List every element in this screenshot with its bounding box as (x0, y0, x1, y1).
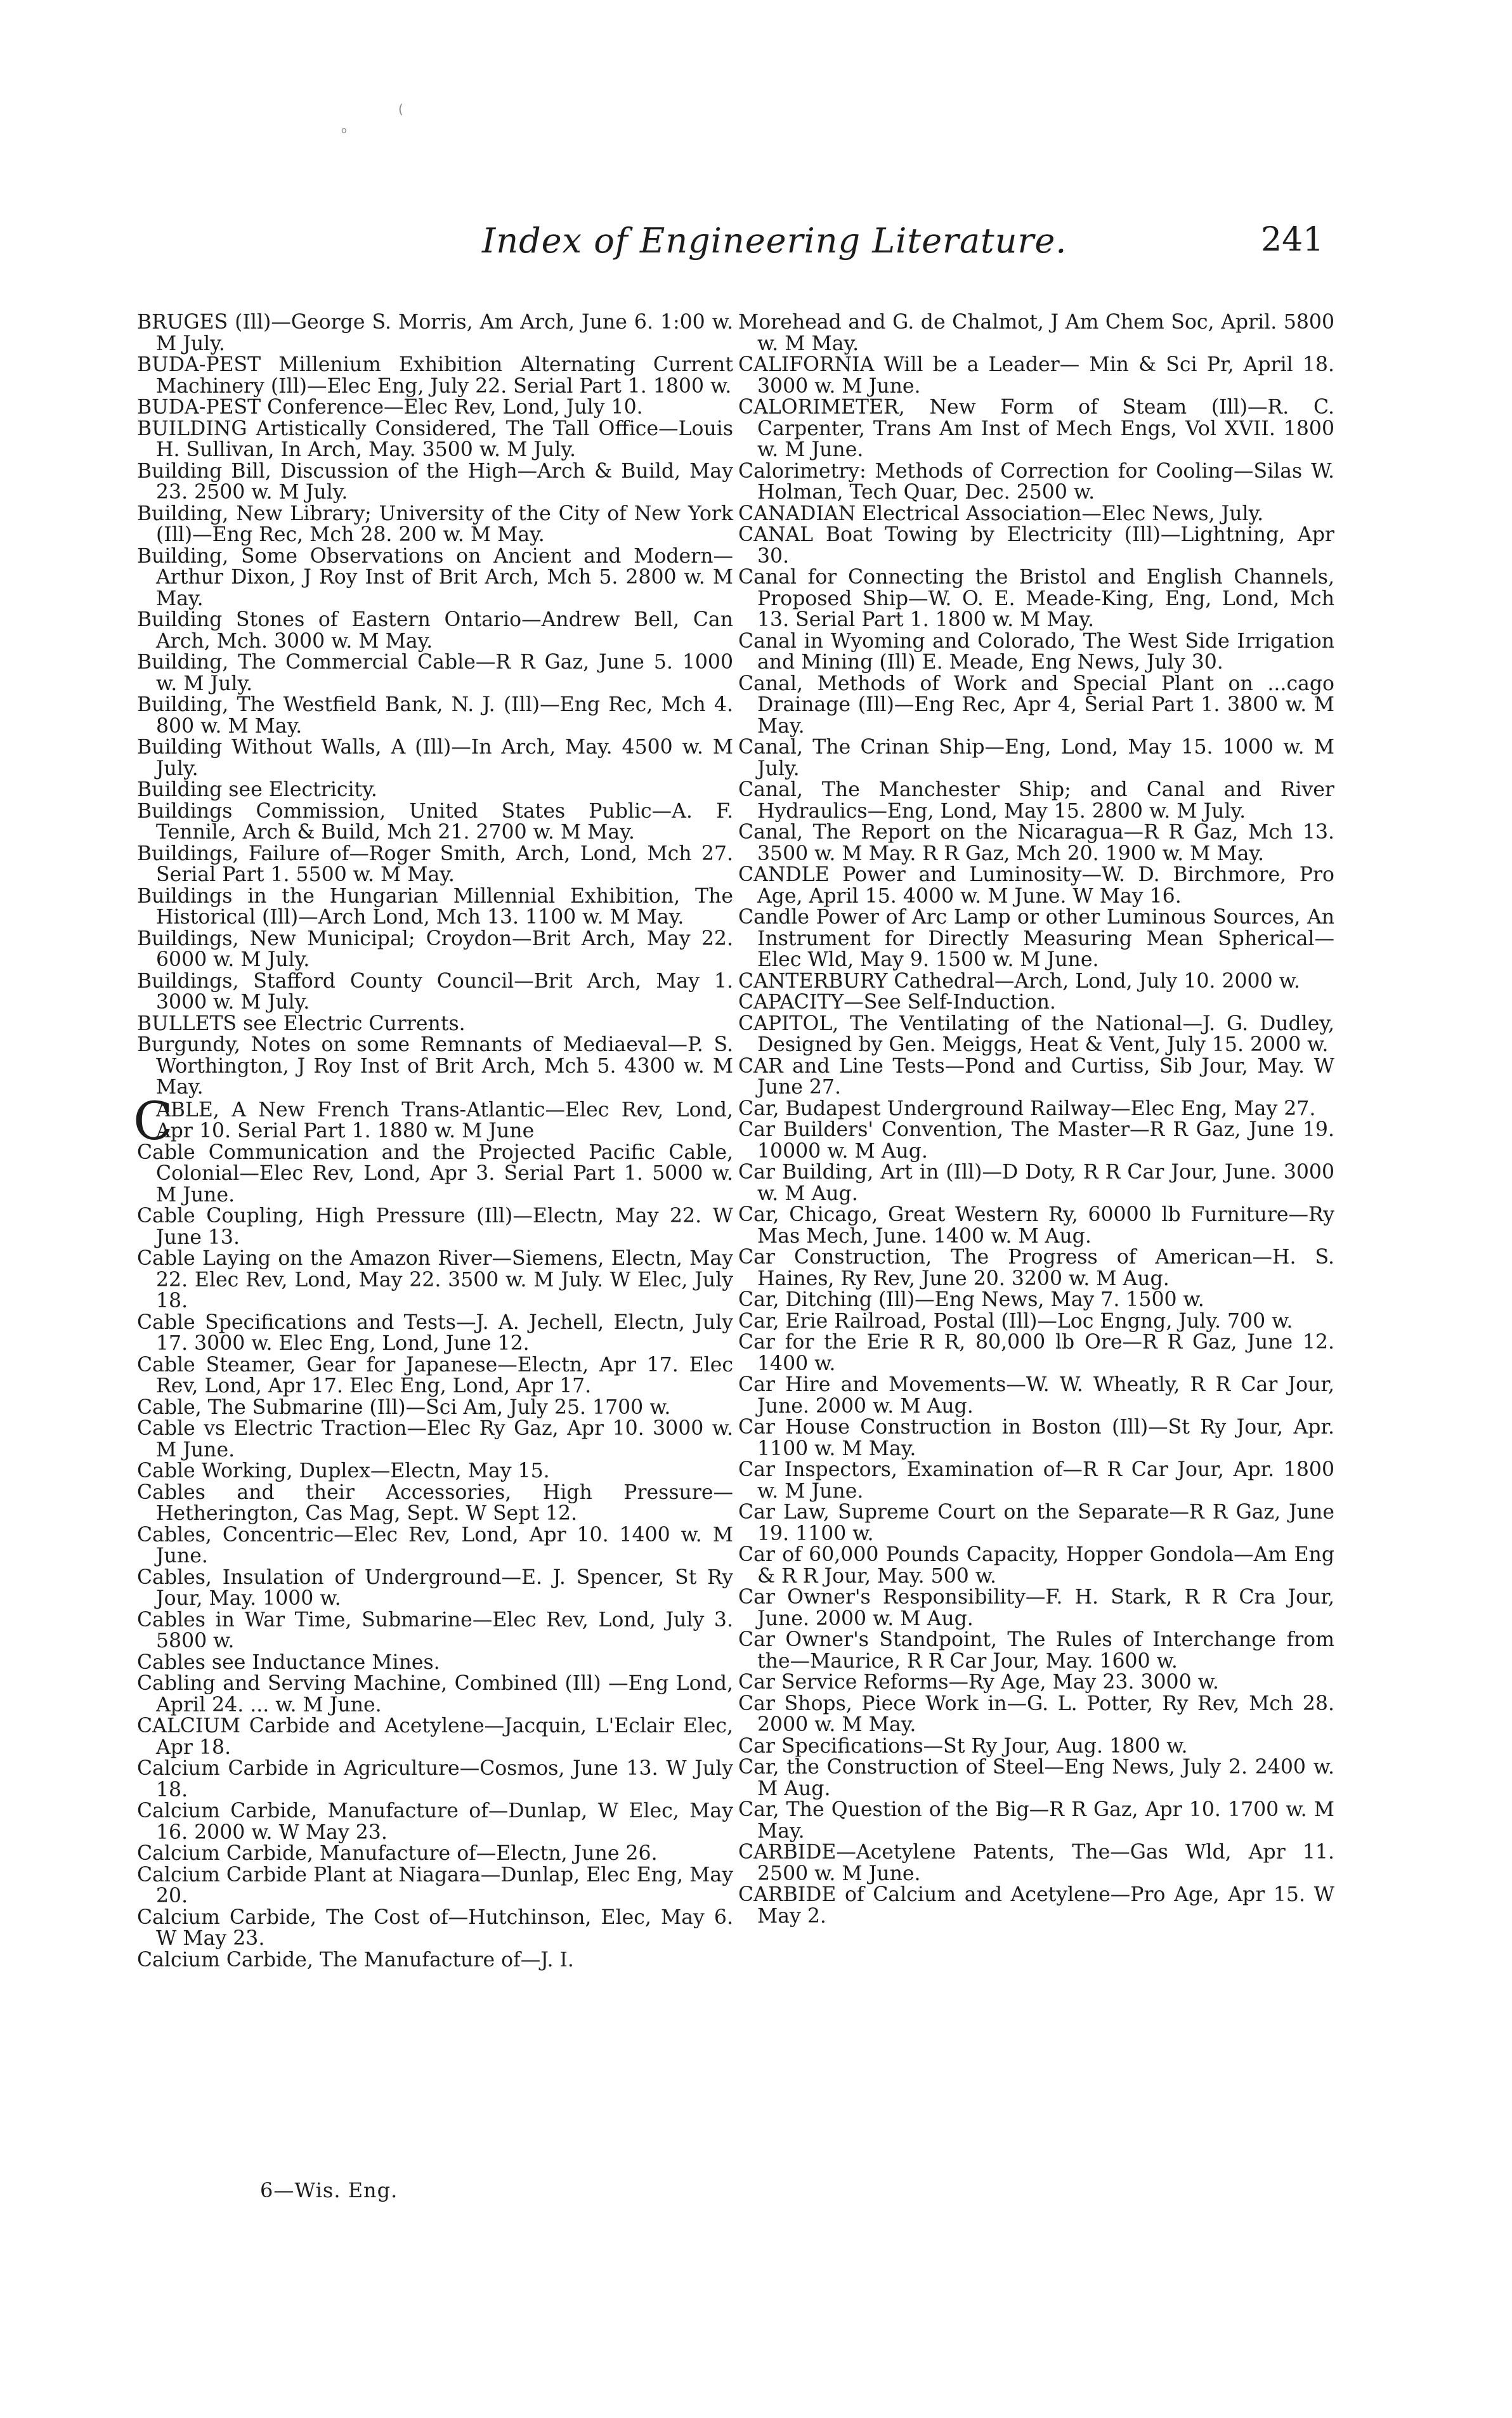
index-entry: Car Law, Supreme Court on the Separate—R R Gaz, June 19. 1100 w. (738, 1501, 1334, 1545)
index-entry: Car Shops, Piece Work in—G. L. Potter, Ry Rev, Mch 28. 2000 w. M May. (738, 1692, 1334, 1736)
page-header (0, 221, 1512, 271)
index-entry: BUILDING Artistically Considered, The Tall Office—Louis H. Sullivan, In Arch, May. 3500 w. M July. (137, 417, 733, 461)
index-entry: Car, Ditching (Ill)—Eng News, May 7. 1500 w. (738, 1288, 1204, 1311)
index-entry: Cable Steamer, Gear for Japanese—Electn, Apr 17. Elec Rev, Lond, Apr 17. Elec Eng, Lond, Apr 17. (137, 1353, 733, 1397)
index-entry: Car Service Reforms—Ry Age, May 23. 3000 w. (738, 1671, 1219, 1694)
index-entry: Cables, Insulation of Underground—E. J. Spencer, St Ry Jour, May. 1000 w. (137, 1565, 733, 1610)
index-entry: Calcium Carbide Plant at Niagara—Dunlap, Elec Eng, May 20. (137, 1863, 733, 1907)
stray-mark: ( (398, 101, 403, 117)
index-entry: Cable, The Submarine (Ill)—Sci Am, July 25. 1700 w. (137, 1395, 671, 1419)
index-entry: Cable Working, Duplex—Electn, May 15. (137, 1460, 550, 1482)
index-entry: BUDA-PEST Conference—Elec Rev, Lond, July 10. (137, 396, 643, 419)
index-entry: Building Bill, Discussion of the High—Arch & Build, May 23. 2500 w. M July. (137, 459, 733, 504)
index-entry: CALCIUM Carbide and Acetylene—Jacquin, L'Eclair Elec, Apr 18. (137, 1715, 733, 1759)
index-entry: Car Builders' Convention, The Master—R R Gaz, June 19. 10000 w. M Aug. (738, 1118, 1334, 1163)
drop-cap: C (133, 1091, 173, 1152)
index-entry: CANDLE Power and Luminosity—W. D. Birchmore, Pro Age, April 15. 4000 w. M June. W May 16. (738, 863, 1334, 908)
index-entry: Car of 60,000 Pounds Capacity, Hopper Gondola—Am Eng & R R Jour, May. 500 w. (738, 1543, 1334, 1588)
index-entry: Calcium Carbide, Manufacture of—Dunlap, W Elec, May 16. 2000 w. W May 23. (137, 1800, 733, 1844)
index-entry: Cables, Concentric—Elec Rev, Lond, Apr 10. 1400 w. M June. (137, 1523, 733, 1567)
index-entry: Car House Construction in Boston (Ill)—St Ry Jour, Apr. 1100 w. M May. (738, 1416, 1334, 1460)
index-entry: Calorimetry: Methods of Correction for Cooling—Silas W. Holman, Tech Quar, Dec. 2500 w. (738, 459, 1334, 504)
index-entry: Cables and their Accessories, High Pressure—Hetherington, Cas Mag, Sept. W Sept 12. (137, 1480, 733, 1525)
index-entry: Canal, Methods of Work and Special Plant on ...cago Drainage (Ill)—Eng Rec, Apr 4, Serial Part 1. 3800 w. M May. (738, 672, 1334, 738)
index-entry: Building, New Library; University of the City of New York (Ill)—Eng Rec, Mch 28. 200 w. M May. (137, 502, 733, 546)
index-entry: CALIFORNIA Will be a Leader— Min & Sci Pr, April 18. 3000 w. M June. (738, 353, 1334, 398)
index-entry: Buildings, Failure of—Roger Smith, Arch, Lond, Mch 27. Serial Part 1. 5500 w. M May. (137, 842, 733, 886)
index-entry: Canal, The Manchester Ship; and Canal and River Hydraulics—Eng, Lond, May 15. 2800 w. M July. (738, 778, 1334, 823)
index-entry: Car Specifications—St Ry Jour, Aug. 1800 w. (738, 1734, 1188, 1758)
index-entry: Buildings Commission, United States Public—A. F. Tennile, Arch & Build, Mch 21. 2700 w. M May. (137, 799, 733, 844)
index-entry: Building, The Westfield Bank, N. J. (Ill)—Eng Rec, Mch 4. 800 w. M May. (137, 693, 733, 738)
index-entry: Cable Laying on the Amazon River—Siemens, Electn, May 22. Elec Rev, Lond, May 22. 3500 w. M July. W Elec, July 18. (137, 1247, 733, 1312)
index-entry: Canal for Connecting the Bristol and English Channels, Proposed Ship—W. O. E. Meade-King, Eng, Lond, Mch 13. Serial Part 1. 1800 w. M May. (738, 566, 1334, 631)
index-entry: Cable Specifications and Tests—J. A. Jechell, Electn, July 17. 3000 w. Elec Eng, Lond, June 12. (137, 1310, 733, 1355)
cable-lead-text: ABLE, A New French Trans-Atlantic—Elec Rev, Lond, Apr 10. Serial Part 1. 1880 w. M June (156, 1098, 733, 1142)
index-entry: Cabling and Serving Machine, Combined (Ill) —Eng Lond, April 24. ... w. M June. (137, 1672, 733, 1716)
index-entry: Cable Communication and the Projected Pacific Cable, Colonial—Elec Rev, Lond, Apr 3. Serial Part 1. 5000 w. M June. (137, 1140, 733, 1206)
index-entry: Car, Budapest Underground Railway—Elec Eng, May 27. (738, 1097, 1316, 1120)
index-entry: Cable Coupling, High Pressure (Ill)—Electn, May 22. W June 13. (137, 1205, 733, 1249)
index-entry: Morehead and G. de Chalmot, J Am Chem Soc, April. 5800 w. M May. (738, 311, 1334, 355)
index-entry: Car Owner's Responsibility—F. H. Stark, R R Cra Jour, June. 2000 w. M Aug. (738, 1586, 1334, 1630)
index-entry: Cables see Inductance Mines. (137, 1650, 440, 1674)
index-entry: Candle Power of Arc Lamp or other Luminous Sources, An Instrument for Directly Measuring Mean Spherical—Elec Wld, May 9. 1500 w. M June. (738, 906, 1334, 971)
index-entry: CAPITOL, The Ventilating of the National—J. G. Dudley, Designed by Gen. Meiggs, Heat & Vent, July 15. 2000 w. (738, 1012, 1334, 1056)
index-entry: Building, The Commercial Cable—R R Gaz, June 5. 1000 w. M July. (137, 651, 733, 695)
index-entry: CAR and Line Tests—Pond and Curtiss, Sib Jour, May. W June 27. (738, 1054, 1334, 1099)
index-entry: Buildings, Stafford County Council—Brit Arch, May 1. 3000 w. M July. (137, 969, 733, 1014)
index-entry: Car Building, Art in (Ill)—D Doty, R R Car Jour, June. 3000 w. M Aug. (738, 1161, 1334, 1205)
index-entry: Buildings, New Municipal; Croydon—Brit Arch, May 22. 6000 w. M July. (137, 927, 733, 971)
index-entry: Cable vs Electric Traction—Elec Ry Gaz, Apr 10. 3000 w. M June. (137, 1417, 733, 1461)
index-entry: BRUGES (Ill)—George S. Morris, Am Arch, June 6. 1:00 w. M July. (137, 311, 733, 355)
index-entry: CAPACITY—See Self-Induction. (738, 991, 1056, 1014)
index-entry: Car, Erie Railroad, Postal (Ill)—Loc Engng, July. 700 w. (738, 1309, 1293, 1333)
footer-signature: 6—Wis. Eng. (260, 2178, 398, 2202)
index-entry: Calcium Carbide in Agriculture—Cosmos, June 13. W July 18. (137, 1757, 733, 1801)
index-entry: CANTERBURY Cathedral—Arch, Lond, July 10. 2000 w. (738, 969, 1300, 993)
index-entry: Buildings in the Hungarian Millennial Exhibition, The Historical (Ill)—Arch Lond, Mch 13. 1100 w. M May. (137, 884, 733, 929)
index-entry: Calcium Carbide, The Manufacture of—J. I. (137, 1948, 574, 1971)
index-entry: Burgundy, Notes on some Remnants of Mediaeval—P. S. Worthington, J Roy Inst of Brit Arch, Mch 5. 4300 w. M May. (137, 1033, 733, 1099)
index-entry: Building see Electricity. (137, 778, 377, 801)
index-entry: Calcium Carbide, The Cost of—Hutchinson, Elec, May 6. W May 23. (137, 1905, 733, 1950)
index-entry: Canal in Wyoming and Colorado, The West Side Irrigation and Mining (Ill) E. Meade, Eng News, July 30. (738, 629, 1334, 674)
index-entry: CANAL Boat Towing by Electricity (Ill)—Lightning, Apr 30. (738, 523, 1334, 568)
index-entry: Cables in War Time, Submarine—Elec Rev, Lond, July 3. 5800 w. (137, 1608, 733, 1652)
running-title: Index of Engineering Literature. (482, 221, 1067, 261)
index-entry: Car, the Construction of Steel—Eng News, July 2. 2400 w. M Aug. (738, 1756, 1334, 1800)
index-entry: Car Hire and Movements—W. W. Wheatly, R R Car Jour, June. 2000 w. M Aug. (738, 1373, 1334, 1418)
index-entry: CARBIDE—Acetylene Patents, The—Gas Wld, Apr 11. 2500 w. M June. (738, 1841, 1334, 1885)
index-entry: Building Stones of Eastern Ontario—Andrew Bell, Can Arch, Mch. 3000 w. M May. (137, 608, 733, 653)
index-entry: Calcium Carbide, Manufacture of—Electn, June 26. (137, 1842, 658, 1865)
index-entry: CANADIAN Electrical Association—Elec News, July. (738, 502, 1264, 525)
index-entry: CARBIDE of Calcium and Acetylene—Pro Age, Apr 15. W May 2. (738, 1883, 1334, 1928)
index-entry: Building Without Walls, A (Ill)—In Arch, May. 4500 w. M July. (137, 736, 733, 780)
stray-dot: o (341, 126, 347, 136)
index-entry: Car, The Question of the Big—R R Gaz, Apr 10. 1700 w. M May. (738, 1798, 1334, 1843)
page-number: 241 (1261, 221, 1324, 259)
right-column (738, 312, 1334, 1927)
index-entry: Car Owner's Standpoint, The Rules of Interchange from the—Maurice, R R Car Jour, May. 1600 w. (738, 1628, 1334, 1673)
index-entry: Building, Some Observations on Ancient and Modern—Arthur Dixon, J Roy Inst of Brit Arch, Mch 5. 2800 w. M May. (137, 544, 733, 610)
index-entry: Car Construction, The Progress of American—H. S. Haines, Ry Rev, June 20. 3200 w. M Aug. (738, 1246, 1334, 1290)
index-entry: Canal, The Report on the Nicaragua—R R Gaz, Mch 13. 3500 w. M May. R R Gaz, Mch 20. 1900 w. M May. (738, 821, 1334, 865)
index-entry: Canal, The Crinan Ship—Eng, Lond, May 15. 1000 w. M July. (738, 736, 1334, 780)
index-entry: Car, Chicago, Great Western Ry, 60000 lb Furniture—Ry Mas Mech, June. 1400 w. M Aug. (738, 1203, 1334, 1248)
index-entry: Car Inspectors, Examination of—R R Car Jour, Apr. 1800 w. M June. (738, 1458, 1334, 1503)
index-entry: BULLETS see Electric Currents. (137, 1012, 466, 1035)
left-column (133, 311, 733, 1971)
index-entry: CALORIMETER, New Form of Steam (Ill)—R. C. Carpenter, Trans Am Inst of Mech Engs, Vol XVII. 1800 w. M June. (738, 396, 1334, 461)
cable-lead-entry (133, 1091, 733, 1152)
index-entry: Car for the Erie R R, 80,000 lb Ore—R R Gaz, June 12. 1400 w. (738, 1331, 1334, 1375)
index-entry: BUDA-PEST Millenium Exhibition Alternating Current Machinery (Ill)—Elec Eng, July 22. Serial Part 1. 1800 w. (137, 353, 733, 398)
